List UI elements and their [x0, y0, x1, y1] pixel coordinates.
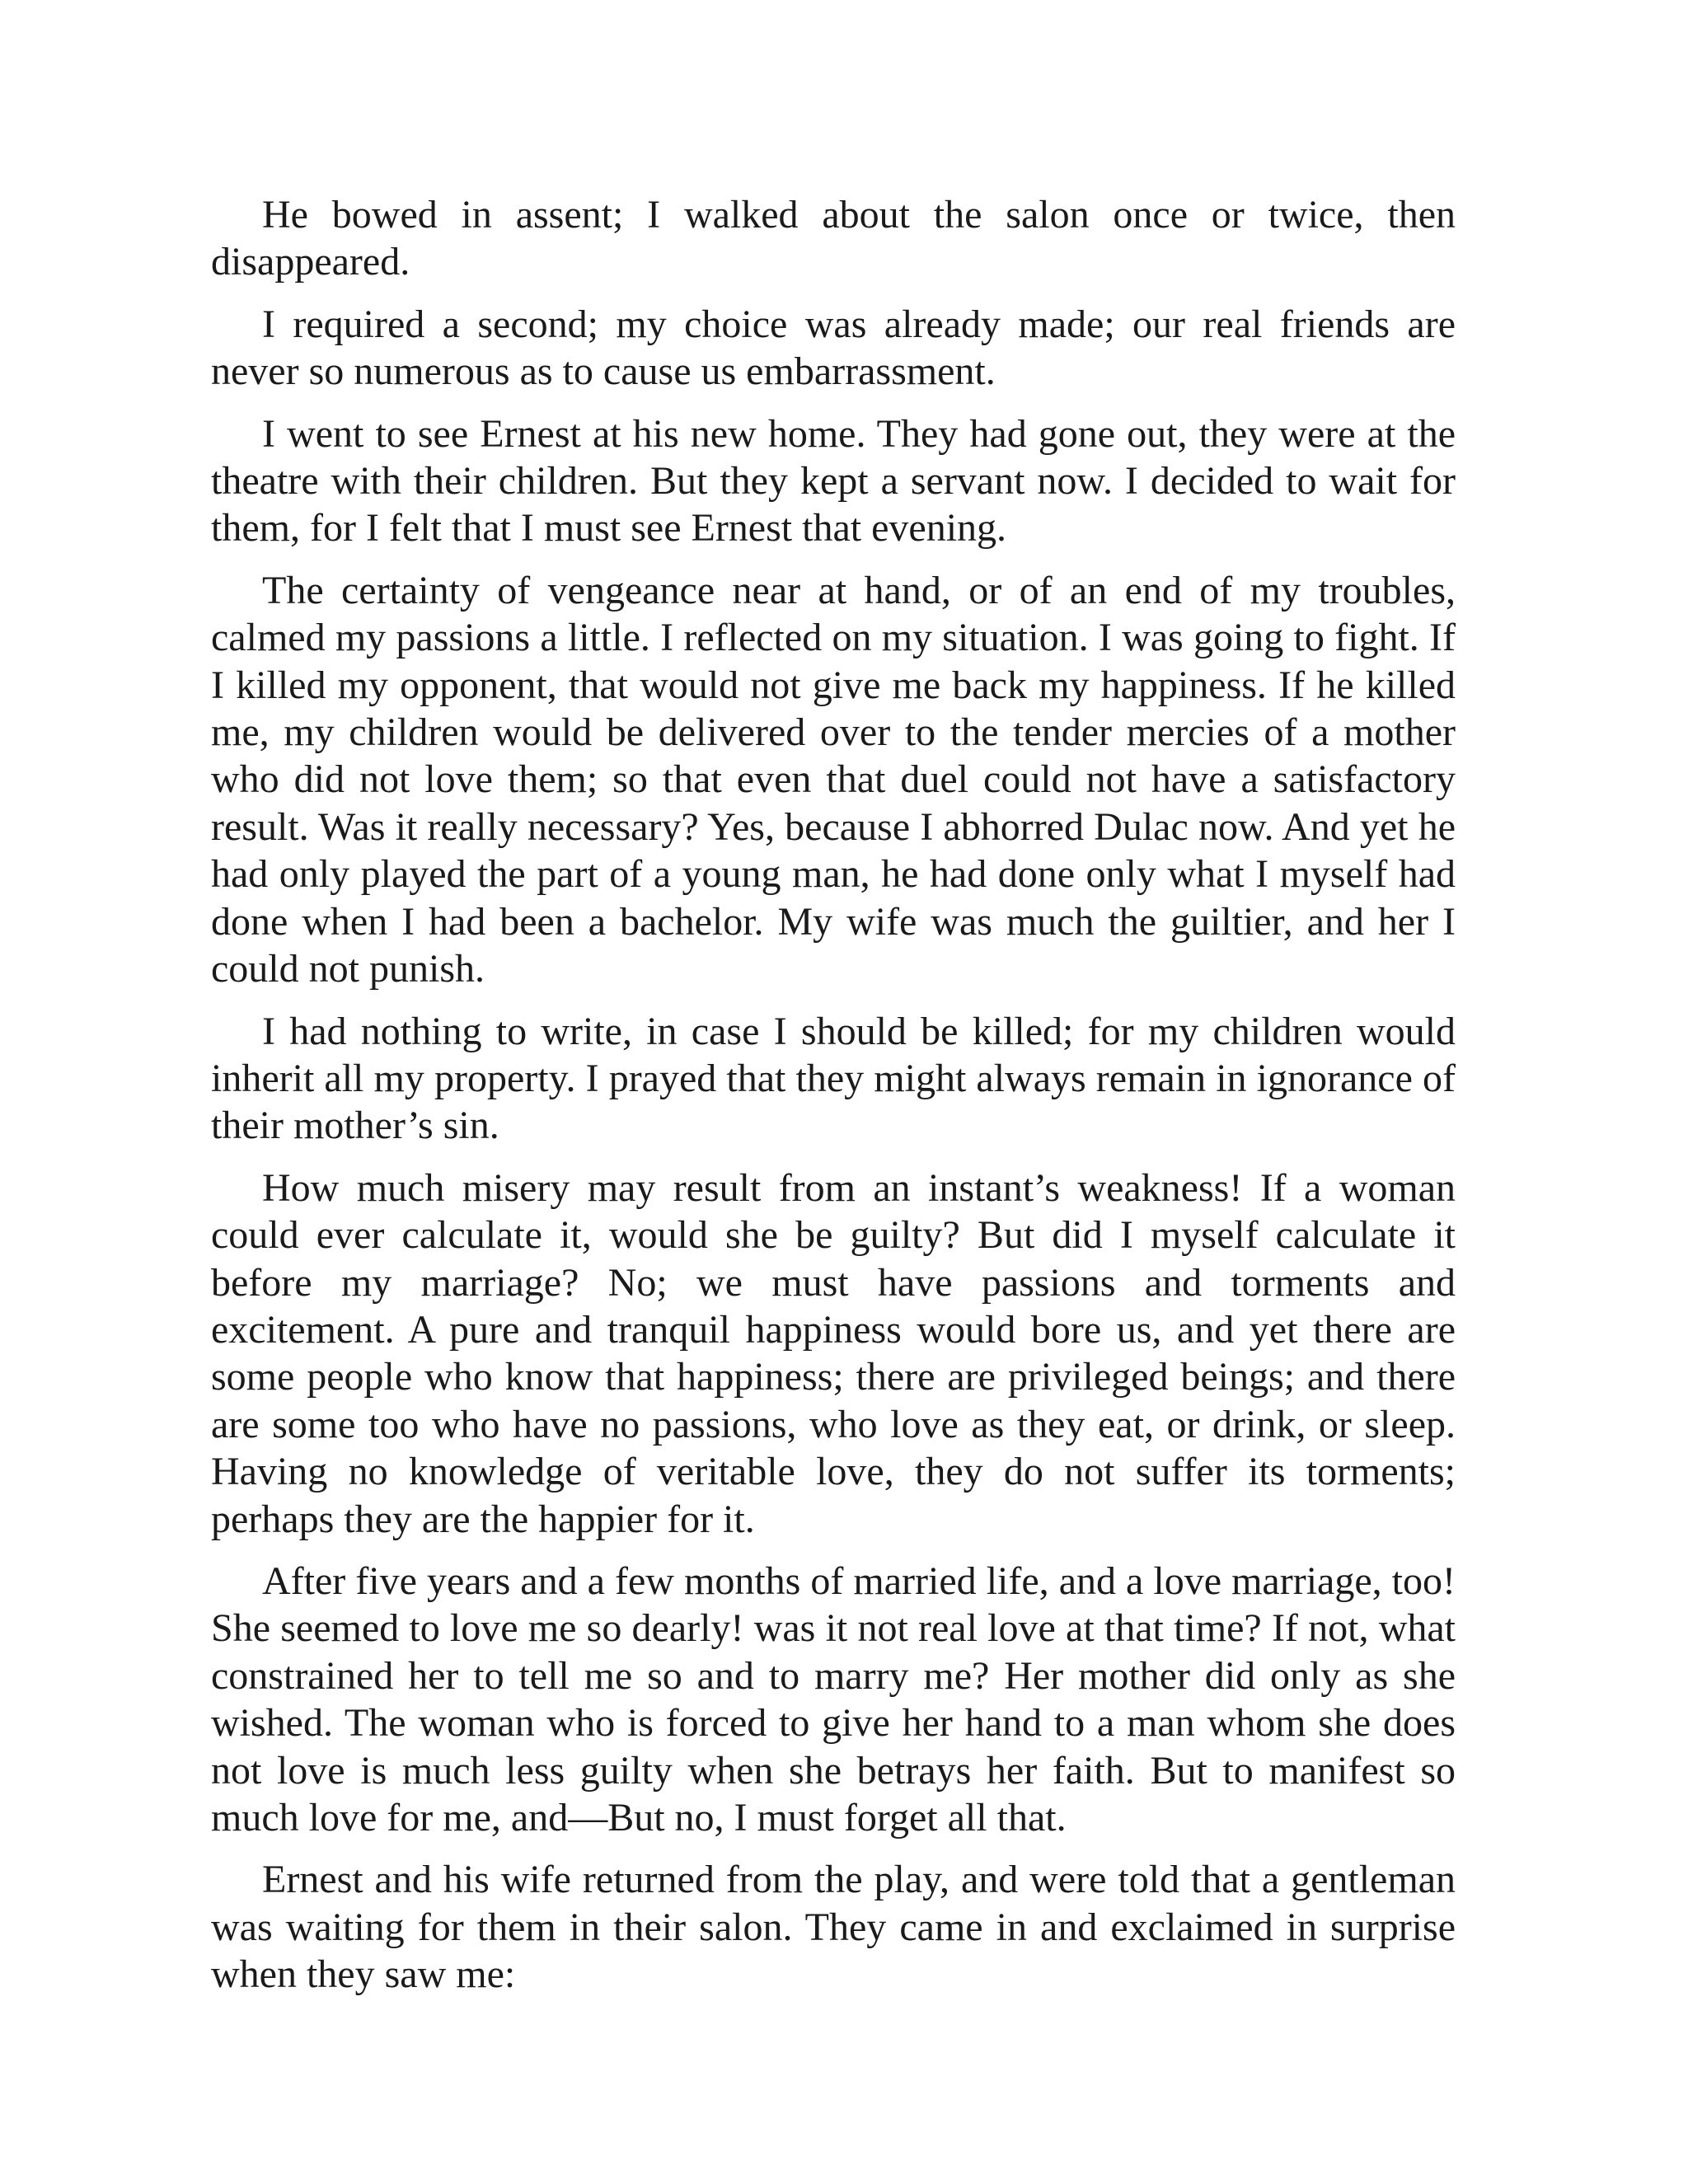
paragraph: Ernest and his wife returned from the play, and were told that a gentleman was waiting for them in their salon. They came in and exclaimed in surprise when they saw me:	[211, 1858, 1456, 1997]
paragraph: I required a second; my choice was already made; our real friends are never so numerous as to cause us embarrassment.	[211, 302, 1456, 394]
paragraph: How much misery may result from an instant’s weakness! If a woman could ever calculate it, would she be guilty? But did I myself calculate it before my marriage? No; we must have passions and torments and excitement. A pure and tranquil happiness would bore us, and yet there are some people who know that happiness; there are privileged beings; and there are some too who have no passions, who love as they eat, or drink, or sleep. Having no knowledge of veritable love, they do not suffer its torments; perhaps they are the happier for it.	[211, 1165, 1456, 1541]
paragraph: After five years and a few months of married life, and a love marriage, too! She seemed to love me so dearly! was it not real love at that time? If not, what constrained her to tell me so and to marry me? Her mother did only as she wished. The woman who is forced to give her hand to a man whom she does not love is much less guilty when she betrays her faith. But to manifest so much love for me, and—But no, I must forget all that.	[211, 1558, 1456, 1840]
paragraph: He bowed in assent; I walked about the salon once or twice, then disappeared.	[211, 193, 1456, 284]
paragraph: The certainty of vengeance near at hand, or of an end of my troubles, calmed my passions a little. I reflected on my situation. I was going to fight. If I killed my opponent, that would not give me back my happiness. If he killed me, my children would be delivered over to the tender mercies of a mother who did not love them; so that even that duel could not have a satisfactory result. Was it really necessary? Yes, because I abhorred Dulac now. And yet he had only played the part of a young man, he had done only what I myself had done when I had been a bachelor. My wife was much the guiltier, and her I could not punish.	[211, 568, 1456, 991]
paragraph: I had nothing to write, in case I should be killed; for my children would inherit all my property. I prayed that they might always remain in ignorance of their mother’s sin.	[211, 1009, 1456, 1148]
page-body	[211, 191, 1456, 2013]
paragraph: I went to see Ernest at his new home. They had gone out, they were at the theatre with their children. But they kept a servant now. I decided to wait for them, for I felt that I must see Ernest that evening.	[211, 411, 1456, 551]
